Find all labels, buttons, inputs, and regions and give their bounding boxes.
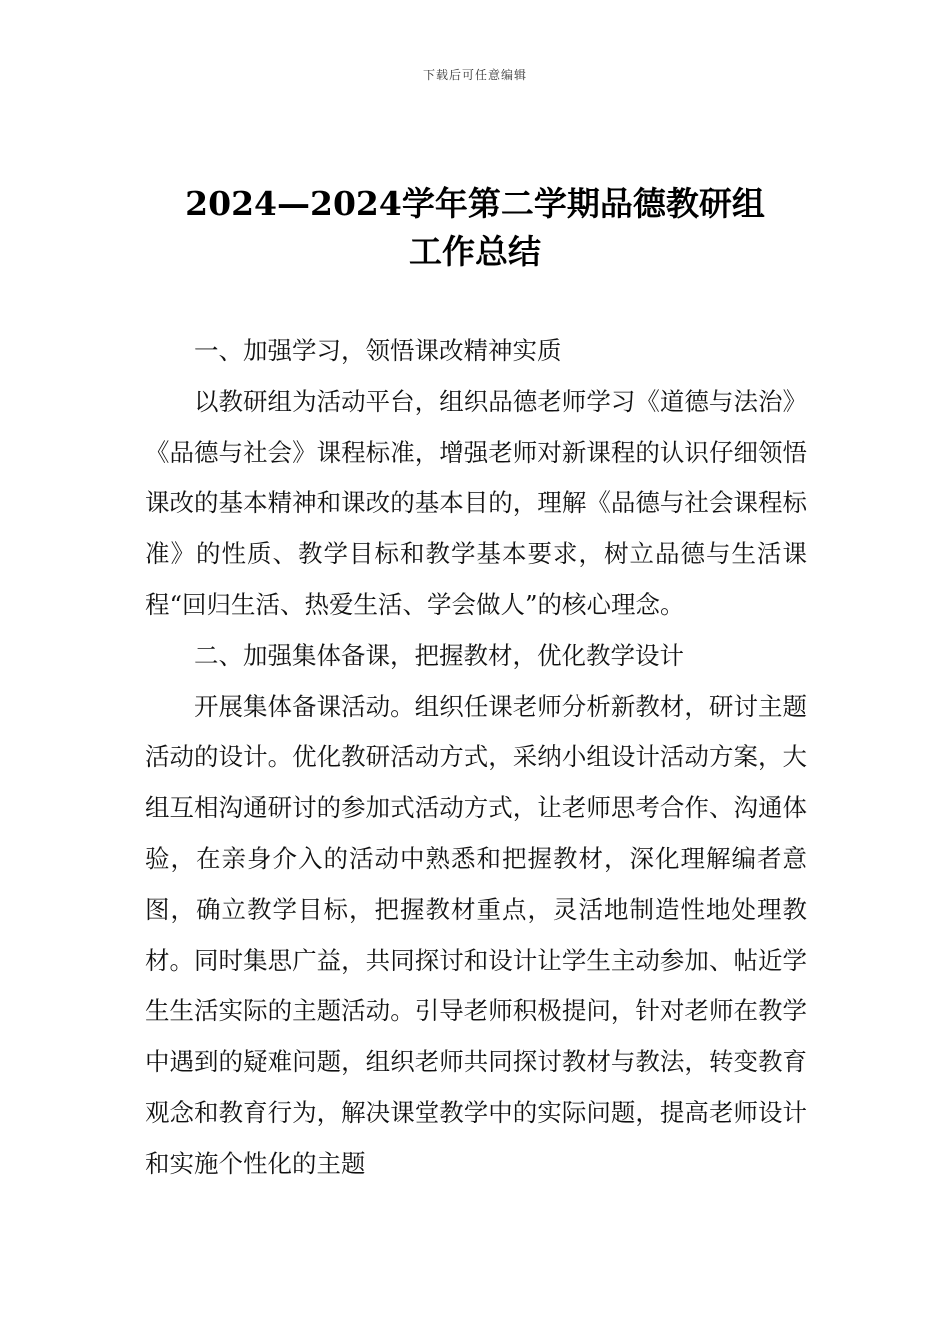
title-line-1: 2024—2024学年第二学期品德教研组 [185,184,765,223]
section-heading-1: 一、加强学习，领悟课改精神实质 [194,336,562,365]
document-title [0,180,950,276]
body-paragraph-1: 以教研组为活动平台，组织品德老师学习《道德与法治》《品德与社会》课程标准，增强老师对新课程的认识仔细领悟课改的基本精神和课改的基本目的，理解《品德与社会课程标准》的性质、教学目标和教学基本要求，树立品德与生活课程“回归生活、热爱生活、学会做人”的核心理念。 [145,386,807,619]
section-heading-2: 二、加强集体备课，把握教材，优化教学设计 [194,640,684,670]
title-line-2: 工作总结 [409,232,541,271]
body-paragraph-2: 开展集体备课活动。组织任课老师分析新教材，研讨主题活动的设计。优化教研活动方式，采纳小组设计活动方案，大组互相沟通研讨的参加式活动方式，让老师思考合作、沟通体验，在亲身介入的活动中熟悉和把握教材，深化理解编者意图，确立教学目标，把握教材重点，灵活地制造性地处理教材。同时集思广益，共同探讨和设计让学生主动参加、帖近学生生活实际的主题活动。引导老师积极提问，针对老师在教学中遇到的疑难问题，组织老师共同探讨教材与教法，转变教育观念和教育行为，解决课堂教学中的实际问题，提高老师设计和实施个性化的主题 [145,691,807,1178]
document-body [145,326,807,1190]
header-note: 下载后可任意编辑 [422,68,527,82]
